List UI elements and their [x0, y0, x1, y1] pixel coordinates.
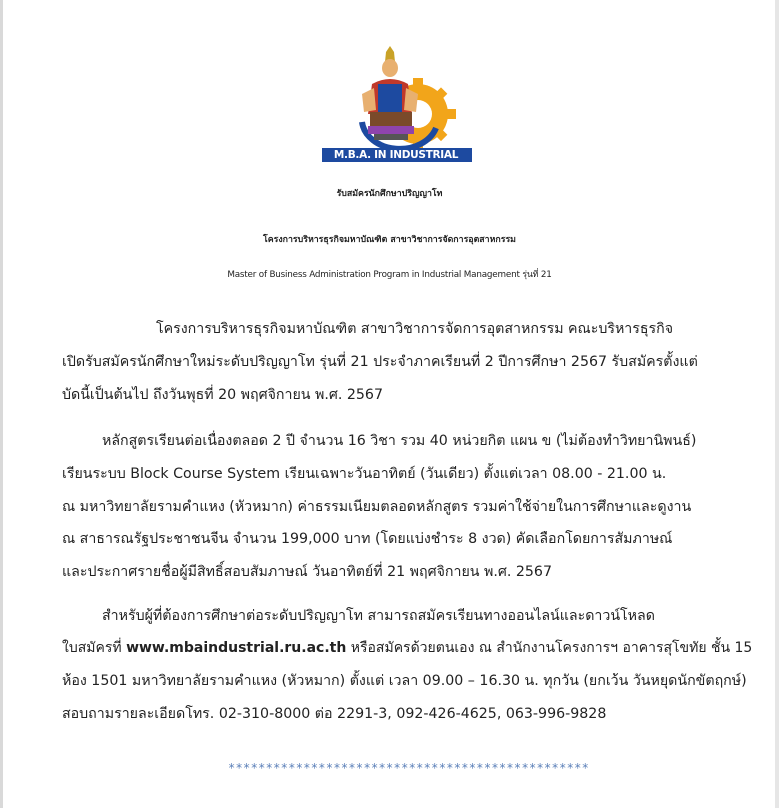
para2-line: ณ มหาวิทยาลัยรามคำแหง (หัวหมาก) ค่าธรรมเนียมตลอดหลักสูตร รวมค่าใช้จ่ายในการศึกษาและดูงาน: [62, 499, 692, 515]
para2-line: และประกาศรายชื่อผู้มีสิทธิ์สอบสัมภาษณ์ วันอาทิตย์ที่ 21 พฤศจิกายน พ.ศ. 2567: [62, 564, 552, 580]
heading-line-2: โครงการบริหารธุรกิจมหาบัณฑิต สาขาวิชาการจัดการอุตสาหกรรม: [263, 235, 516, 245]
para1-line: เปิดรับสมัครนักศึกษาใหม่ระดับปริญญาโท รุ่นที่ 21 ประจำภาคเรียนที่ 2 ปีการศึกษา 2567 รับสมัครตั้งแต่: [62, 354, 698, 370]
heading-line-1: รับสมัครนักศึกษาปริญญาโท: [336, 189, 443, 199]
para2-line: เรียนระบบ Block Course System เรียนเฉพาะวันอาทิตย์ (วันเดียว) ตั้งแต่เวลา 08.00 - 21.00 น.: [62, 466, 667, 482]
para3-line: สำหรับผู้ที่ต้องการศึกษาต่อระดับปริญญาโท สามารถสมัครเรียนทางออนไลน์และดาวน์โหลด: [102, 608, 655, 624]
king-figure-icon: [362, 46, 418, 140]
para2-line: หลักสูตรเรียนต่อเนื่องตลอด 2 ปี จำนวน 16 วิชา รวม 40 หน่วยกิต แผน ข (ไม่ต้องทำวิทยานิพนธ์): [102, 433, 697, 449]
para2-line: ณ สาธารณรัฐประชาชนจีน จำนวน 199,000 บาท (โดยแบ่งชำระ 8 งวด) คัดเลือกโดยการสัมภาษณ์: [62, 531, 673, 547]
para3-line: [62, 637, 752, 659]
website-link[interactable]: www.mbaindustrial.ru.ac.th: [126, 640, 347, 656]
para1-line: บัดนี้เป็นต้นไป ถึงวันพุธที่ 20 พฤศจิกายน พ.ศ. 2567: [62, 387, 383, 403]
para3-text: ใบสมัครที่: [62, 640, 127, 656]
page-edge-left: [0, 0, 3, 808]
para3-line: สอบถามรายละเอียดโทร. 02-310-8000 ต่อ 2291-3, 092-426-4625, 063-996-9828: [62, 706, 607, 722]
logo-banner-text: M.B.A. IN INDUSTRIAL MANAGEMENT: [333, 149, 459, 173]
para1-line: โครงการบริหารธุรกิจมหาบัณฑิต สาขาวิชาการจัดการอุตสาหกรรม คณะบริหารธุรกิจ: [156, 321, 674, 337]
page-edge-right: [775, 0, 779, 808]
para3-line: ห้อง 1501 มหาวิทยาลัยรามคำแหง (หัวหมาก) ตั้งแต่ เวลา 09.00 – 16.30 น. ทุกวัน (ยกเว้น วันหยุดนักขัตฤกษ์): [62, 673, 747, 689]
heading-line-3: Master of Business Administration Program in Industrial Management รุ่นที่ 21: [227, 270, 552, 280]
para3-text: หรือสมัครด้วยตนเอง ณ สำนักงานโครงการฯ อาคารสุโขทัย ชั้น 15: [346, 640, 753, 656]
footer-stars-divider: ************************************************: [228, 761, 590, 775]
university-logo: [322, 44, 472, 166]
